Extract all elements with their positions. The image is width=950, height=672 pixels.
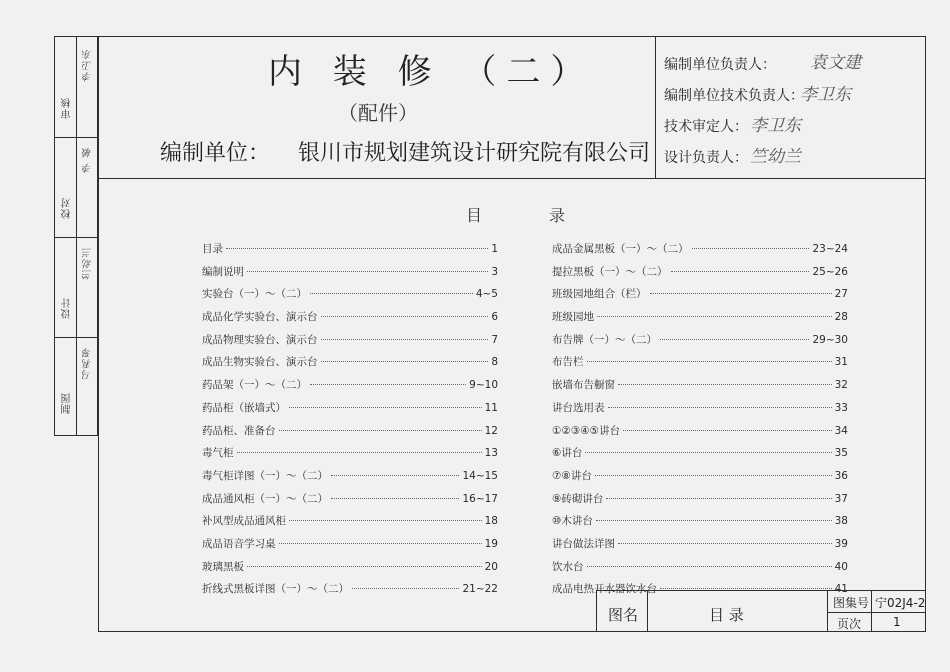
toc-entry-label: 毒气柜: [202, 447, 234, 460]
toc-leader-dots: [289, 520, 482, 521]
document-title: 内 装 修 （二）: [268, 52, 595, 92]
binding-strip: [54, 36, 98, 436]
toc-entry-page: 1: [491, 243, 498, 255]
strip-name-review: 李卫东: [83, 49, 94, 82]
toc-entry: [202, 445, 498, 468]
atlas-no: 宁02J4-2: [875, 596, 926, 610]
toc-entry: [202, 423, 498, 446]
toc-entry-label: 布告栏: [552, 356, 584, 369]
toc-leader-dots: [310, 293, 473, 294]
toc-entry-page: 9~10: [469, 379, 498, 392]
toc-entry: [552, 423, 848, 446]
toc-entry-page: 33: [834, 401, 848, 414]
document-subtitle: （配件）: [338, 101, 418, 125]
toc-entry-page: 27: [834, 288, 848, 301]
strip-role-draft: 制图: [62, 392, 73, 414]
toc-entry: [202, 332, 498, 355]
title-block: [596, 590, 926, 632]
toc-entry-page: 12: [484, 424, 498, 437]
toc-entry: [202, 513, 498, 536]
toc-entry: [202, 286, 498, 309]
toc-leader-dots: [321, 316, 489, 317]
toc-entry: [202, 400, 498, 423]
toc-leader-dots: [289, 407, 482, 408]
toc-leader-dots: [587, 361, 832, 362]
toc-entry-label: ⑥讲台: [552, 447, 583, 460]
toc-entry: [552, 559, 848, 582]
toc-entry-label: 布告牌（一）～（二）: [552, 333, 657, 346]
toc-entry: [552, 241, 848, 264]
strip-role-review: 审核: [62, 97, 73, 119]
toc-entry-label: 班级园地组合（栏）: [552, 288, 647, 301]
toc-entry-page: 35: [834, 447, 848, 460]
toc-entry-label: 讲台选用表: [552, 401, 605, 414]
drawing-name-label: 图名: [608, 606, 639, 624]
toc-entry-label: 成品语音学习桌: [202, 537, 276, 550]
toc-leader-dots: [660, 339, 809, 340]
editor-line: [160, 136, 650, 167]
toc-entry-page: 28: [834, 311, 848, 324]
strip-row-divider: [55, 137, 97, 138]
responsible-signature: 竺幼兰: [750, 147, 801, 167]
toc-entry-page: 4~5: [475, 288, 498, 301]
toc-leader-dots: [279, 430, 482, 431]
toc-entry: [202, 468, 498, 491]
toc-entry-page: 3: [491, 265, 498, 278]
toc-entry-label: 饮水台: [552, 560, 584, 573]
toc-entry-label: 成品电热开水器饮水台: [552, 583, 657, 596]
toc-leader-dots: [321, 339, 489, 340]
toc-leader-dots: [618, 543, 832, 544]
toc-leader-dots: [608, 407, 832, 408]
editor-label: 编制单位：: [160, 141, 271, 166]
strip-name-check: 李 敏: [83, 147, 94, 174]
toc-entry-page: 14~15: [462, 469, 498, 482]
toc-leader-dots: [237, 452, 482, 453]
toc-entry: [202, 581, 498, 604]
toc-leader-dots: [587, 566, 832, 567]
toc-title-right: 录: [549, 206, 566, 225]
toc-entry: [202, 241, 498, 264]
toc-entry-page: 18: [484, 515, 498, 528]
toc-entry-page: 37: [834, 492, 848, 505]
toc-leader-dots: [247, 271, 488, 272]
toc-entry-page: 36: [834, 469, 848, 482]
toc-entry-page: 31: [834, 356, 848, 369]
toc-entry-page: 40: [834, 560, 848, 573]
responsible-label: 技术审定人：: [664, 119, 748, 135]
toc-leader-dots: [671, 271, 810, 272]
strip-column-divider: [76, 37, 77, 435]
toc-leader-dots: [692, 248, 810, 249]
toc-entry-label: 嵌墙布告橱窗: [552, 379, 615, 392]
toc-entry-page: 7: [491, 333, 498, 346]
toc-entry-label: 成品生物实验台、演示台: [202, 356, 318, 369]
toc-entry-label: 成品通风柜（一）～（二）: [202, 492, 328, 505]
drawing-name: 目 录: [709, 606, 744, 624]
toc-entry-page: 20: [484, 560, 498, 573]
toc-entry-page: 16~17: [462, 492, 498, 505]
title-block-divider: [647, 591, 648, 632]
toc-leader-dots: [596, 520, 832, 521]
toc-entry-label: 毒气柜详图（一）～（二）: [202, 469, 328, 482]
editor-name: 银川市规划建筑设计研究院有限公司: [298, 141, 651, 166]
toc-entry-page: 29~30: [812, 333, 848, 346]
toc-entry-page: 6: [491, 311, 498, 324]
toc-entry: [552, 286, 848, 309]
toc-entry: [202, 536, 498, 559]
responsible-signature: 李卫东: [750, 116, 801, 136]
toc-entry-label: 目录: [202, 243, 223, 255]
responsible-signature: 李卫东: [800, 85, 851, 105]
toc-entry: [552, 491, 848, 514]
toc-entry: [552, 400, 848, 423]
toc-leader-dots: [623, 430, 832, 431]
toc-title-left: 目: [466, 206, 483, 225]
toc-entry-page: 19: [484, 537, 498, 550]
toc-entry: [202, 491, 498, 514]
atlas-no-label: 图集号: [833, 596, 870, 610]
toc-entry-label: 成品金属黑板（一）～（二）: [552, 243, 689, 255]
toc-entry: [552, 377, 848, 400]
toc-entry: [202, 264, 498, 287]
strip-row-divider: [55, 237, 97, 238]
header-divider: [98, 178, 926, 179]
toc-entry-page: 23~24: [812, 243, 848, 255]
toc-entry: [552, 468, 848, 491]
toc-leader-dots: [226, 248, 488, 249]
toc-entry-page: 34: [834, 424, 848, 437]
toc-entry: [202, 377, 498, 400]
strip-name-design: 竺幼兰: [83, 247, 94, 280]
toc-leader-dots: [352, 588, 459, 589]
header-vertical-divider: [655, 36, 656, 178]
toc-entry-label: 药品柜、准备台: [202, 424, 276, 437]
toc-leader-dots: [650, 293, 832, 294]
toc-entry: [552, 309, 848, 332]
strip-role-check: 校对: [62, 197, 73, 219]
toc-right-column: [552, 241, 848, 604]
toc-leader-dots: [279, 543, 482, 544]
toc-entry: [202, 559, 498, 582]
strip-row-divider: [55, 337, 97, 338]
toc-entry-page: 39: [834, 537, 848, 550]
toc-entry: [552, 536, 848, 559]
toc-entry-page: 8: [491, 356, 498, 369]
toc-entry: [202, 309, 498, 332]
toc-leader-dots: [618, 384, 832, 385]
toc-leader-dots: [321, 361, 489, 362]
toc-leader-dots: [310, 384, 466, 385]
toc-entry-page: 13: [484, 447, 498, 460]
toc-leader-dots: [331, 475, 459, 476]
toc-leader-dots: [606, 498, 831, 499]
responsible-signature: 袁文建: [810, 53, 861, 73]
toc-entry: [552, 513, 848, 536]
toc-entry-label: 编制说明: [202, 265, 244, 278]
responsible-label: 设计负责人：: [664, 150, 748, 166]
toc-entry-label: 药品柜（嵌墙式）: [202, 401, 286, 414]
responsible-label: 编制单位技术负责人：: [664, 88, 804, 104]
toc-entry-label: 药品架（一）～（二）: [202, 379, 307, 392]
title-block-divider: [827, 612, 926, 613]
toc-entry-label: 提拉黑板（一）～（二）: [552, 265, 668, 278]
toc-entry-page: 25~26: [812, 265, 848, 278]
toc-entry: [552, 332, 848, 355]
toc-entry: [552, 354, 848, 377]
toc-entry-label: 玻璃黑板: [202, 560, 244, 573]
toc-leader-dots: [331, 498, 459, 499]
toc-leader-dots: [595, 475, 832, 476]
page-label: 页次: [837, 617, 862, 631]
toc-leader-dots: [597, 316, 832, 317]
toc-entry-label: ⑦⑧讲台: [552, 469, 592, 482]
toc-entry-label: 班级园地: [552, 311, 594, 324]
toc-entry-page: 32: [834, 379, 848, 392]
toc-entry: [552, 445, 848, 468]
toc-entry-label: ⑩木讲台: [552, 515, 593, 528]
toc-entry-page: 11: [484, 401, 498, 414]
toc-entry-page: 21~22: [462, 583, 498, 596]
toc-left-column: [202, 241, 498, 604]
strip-name-draft: 马利琴: [83, 347, 94, 380]
toc-entry-label: ①②③④⑤讲台: [552, 424, 621, 437]
toc-leader-dots: [585, 452, 831, 453]
toc-entry-label: 补风型成品通风柜: [202, 515, 286, 528]
page-no: 1: [893, 615, 901, 629]
toc-entry-label: 成品化学实验台、演示台: [202, 311, 318, 324]
toc-entry-label: 折线式黑板详图（一）～（二）: [202, 583, 349, 596]
toc-entry-label: 实验台（一）～（二）: [202, 288, 307, 301]
responsible-label: 编制单位负责人：: [664, 57, 776, 73]
toc-entry: [552, 264, 848, 287]
toc-entry-label: ⑨砖砌讲台: [552, 492, 604, 505]
toc-entry-label: 成品物理实验台、演示台: [202, 333, 318, 346]
strip-role-design: 设计: [62, 297, 73, 319]
toc-entry-page: 38: [834, 515, 848, 528]
toc-leader-dots: [247, 566, 482, 567]
toc-entry-label: 讲台做法详图: [552, 537, 615, 550]
toc-entry-page: 41: [834, 583, 848, 596]
toc-entry: [202, 354, 498, 377]
